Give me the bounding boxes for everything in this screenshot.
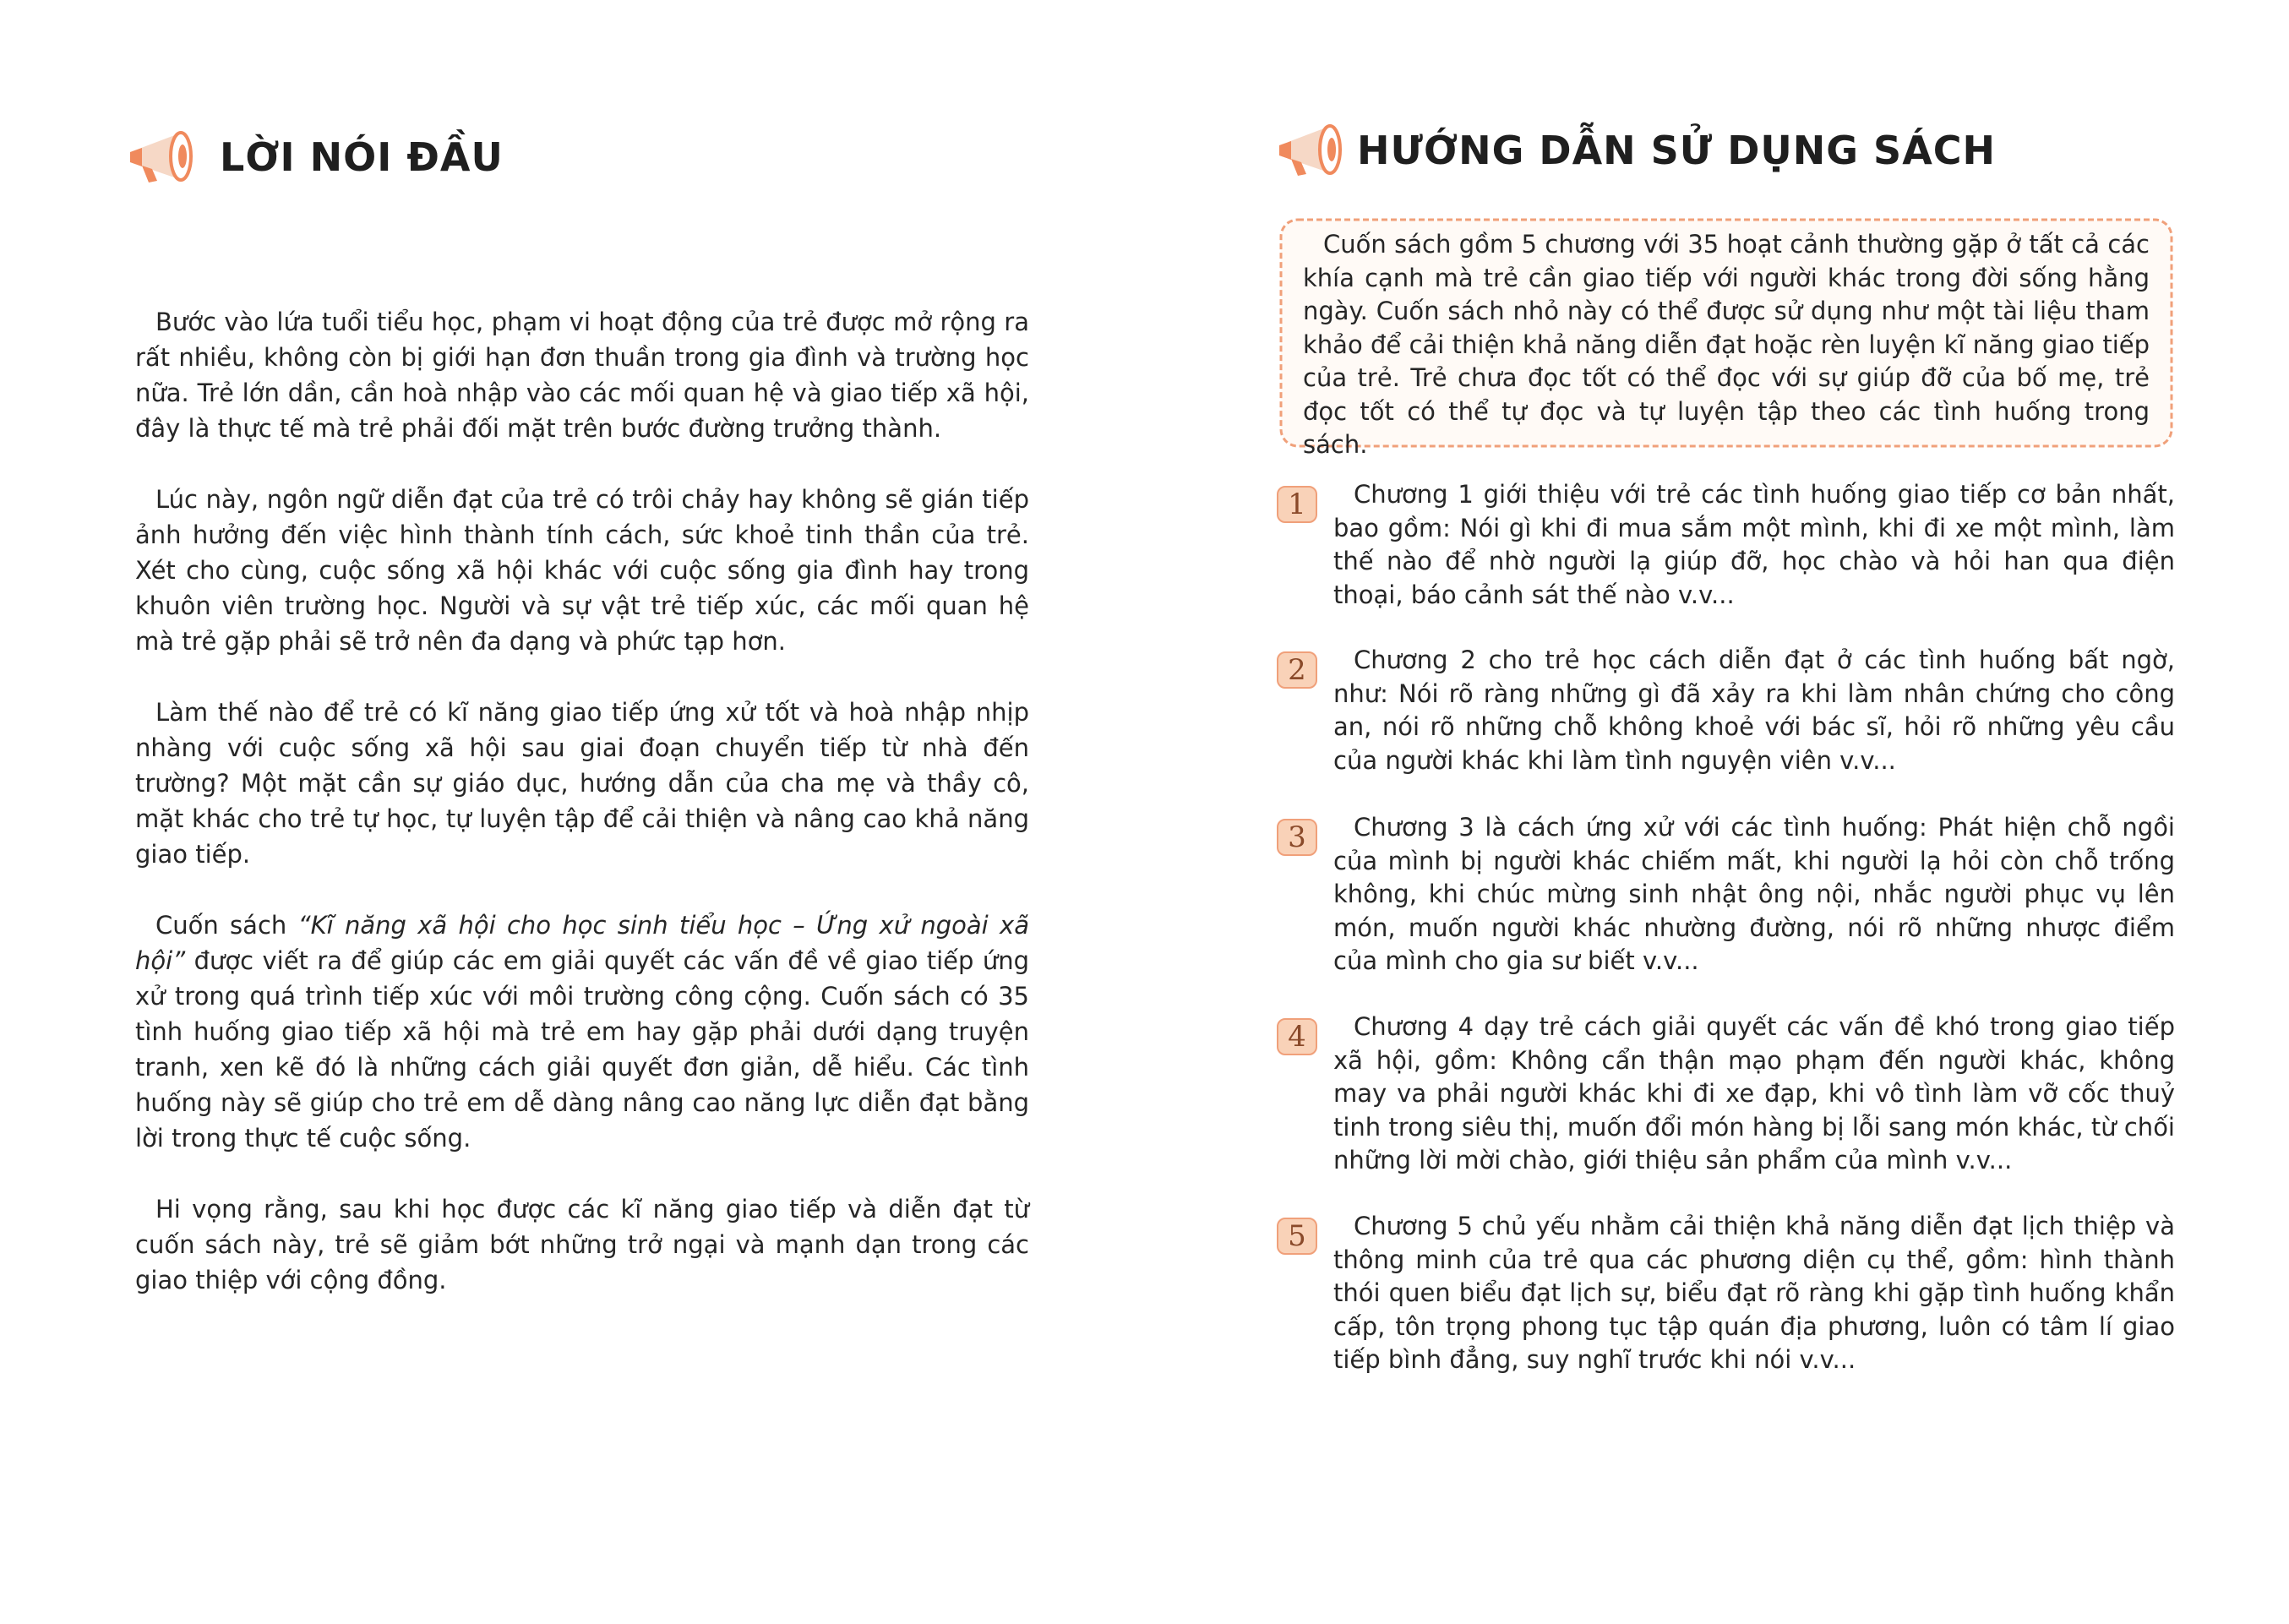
book-title: “Kĩ năng xã hội cho học sinh tiểu học – Ứng xử ngoài xã hội” [135, 911, 1029, 975]
chapter-number: 5 [1288, 1219, 1306, 1253]
chapter-text: Chương 3 là cách ứng xử với các tình huống: Phát hiện chỗ ngồi của mình bị người khác chiếm mất, khi người lạ hỏi còn chỗ trống không, khi chúc mừng sinh nhật ông nội, nhắc người phục vụ lên món, muốn người khác nhường đường, nói rõ những nhược điểm của mình cho gia sư biết v.v... [1333, 813, 2175, 975]
chapter-text: Chương 1 giới thiệu với trẻ các tình huống giao tiếp cơ bản nhất, bao gồm: Nói gì khi đi mua sắm một mình, khi đi xe một mình, làm thế nào để nhờ người lạ giúp đỡ, học chào và hỏi han qua điện thoại, báo cảnh sát thế nào v.v... [1333, 480, 2175, 609]
preface-paragraph: Làm thế nào để trẻ có kĩ năng giao tiếp ứng xử tốt và hoà nhập nhịp nhàng với cuộc sống xã hội sau giai đoạn chuyển tiếp từ nhà đến trường? Một mặt cần sự giáo dục, hướng dẫn của cha mẹ và thầy cô, mặt khác cho trẻ tự học, tự luyện tập để cải thiện và nâng cao khả năng giao tiếp. [135, 698, 1029, 869]
chapter-number: 1 [1288, 488, 1306, 521]
number-badge-icon [1276, 1017, 1318, 1056]
preface-title: LỜI NÓI ĐẦU [220, 134, 504, 180]
preface-heading [127, 127, 504, 188]
chapter-text: Chương 2 cho trẻ học cách diễn đạt ở các tình huống bất ngờ, như: Nói rõ ràng những gì đã xảy ra khi làm nhân chứng cho công an, nói rõ những chỗ không khoẻ với bác sĩ, hỏi rõ những yêu cầu của người khác khi làm tình nguyện viên v.v... [1333, 646, 2175, 775]
chapter-text: Chương 5 chủ yếu nhằm cải thiện khả năng diễn đạt lịch thiệp và thông minh của trẻ qua các phương diện cụ thể, gồm: hình thành thói quen biểu đạt lịch sự, biểu đạt rõ ràng khi gặp tình huống khẩn cấp, tôn trọng phong tục tập quán địa phương, luôn có tâm lí giao tiếp bình đẳng, suy nghĩ trước khi nói v.v... [1333, 1212, 2175, 1374]
preface-paragraph: Hi vọng rằng, sau khi học được các kĩ năng giao tiếp và diễn đạt từ cuốn sách này, trẻ sẽ giảm bớt những trở ngại và mạnh dạn trong các giao thiệp với cộng đồng. [135, 1195, 1029, 1294]
chapter-number: 3 [1288, 820, 1306, 854]
preface-body [135, 304, 1029, 1298]
paragraph-rest: được viết ra để giúp các em giải quyết các vấn đề về giao tiếp ứng xử trong quá trình tiếp xúc với môi trường công cộng. Cuốn sách có 35 tình huống giao tiếp xã hội mà trẻ em hay gặp phải dưới dạng truyện tranh, xen kẽ đó là những cách giải quyết đơn giản, dễ hiểu. Các tình huống này sẽ giúp cho trẻ em dễ dàng nâng cao năng lực diễn đạt bằng lời trong thực tế cuộc sống. [135, 946, 1029, 1153]
chapter-number: 2 [1288, 653, 1306, 687]
preface-paragraph: Lúc này, ngôn ngữ diễn đạt của trẻ có trôi chảy hay không sẽ gián tiếp ảnh hưởng đến việc hình thành tính cách, sức khoẻ tinh thần của trẻ. Xét cho cùng, cuộc sống xã hội khác với cuộc sống gia đình hay trong khuôn viên trường học. Người và sự vật trẻ tiếp xúc, các mối quan hệ mà trẻ gặp phải sẽ trở nên đa dạng và phức tạp hơn. [135, 485, 1029, 656]
chapter-number: 4 [1288, 1020, 1306, 1054]
number-badge-icon [1276, 485, 1318, 524]
paragraph-lead: Cuốn sách [155, 911, 298, 940]
guide-heading [1276, 120, 1996, 181]
number-badge-icon [1276, 1217, 1318, 1256]
guide-intro-box [1278, 216, 2175, 459]
guide-title: HƯỚNG DẪN SỬ DỤNG SÁCH [1357, 128, 1997, 173]
number-badge-icon [1276, 651, 1318, 689]
number-badge-icon [1276, 818, 1318, 857]
megaphone-icon [1276, 120, 1349, 181]
preface-paragraph [135, 907, 1029, 1156]
megaphone-icon [127, 127, 199, 188]
guide-intro-text: Cuốn sách gồm 5 chương với 35 hoạt cảnh thường gặp ở tất cả các khía cạnh mà trẻ cần giao tiếp với người khác trong đời sống hằng ngày. Cuốn sách nhỏ này có thể được sử dụng như một tài liệu tham khảo để cải thiện khả năng diễn đạt hoặc rèn luyện kĩ năng giao tiếp của trẻ. Trẻ chưa đọc tốt có thể đọc với sự giúp đỡ của bố mẹ, trẻ đọc tốt có thể tự đọc và tự luyện tập theo các tình huống trong sách. [1303, 230, 2150, 459]
preface-paragraph: Bước vào lứa tuổi tiểu học, phạm vi hoạt động của trẻ được mở rộng ra rất nhiều, không còn bị giới hạn đơn thuần trong gia đình và trường học nữa. Trẻ lớn dần, cần hoà nhập vào các mối quan hệ và giao tiếp xã hội, đây là thực tế mà trẻ phải đối mặt trên bước đường trưởng thành. [135, 308, 1029, 443]
chapter-text: Chương 4 dạy trẻ cách giải quyết các vấn đề khó trong giao tiếp xã hội, gồm: Không cẩn thận mạo phạm đến người khác, không may va phải người khác khi đi xe đạp, khi vô tình làm vỡ cốc thuỷ tinh trong siêu thị, muốn đổi món hàng bị lỗi sang món khác, từ chối những lời mời chào, giới thiệu sản phẩm của mình v.v... [1333, 1012, 2175, 1174]
